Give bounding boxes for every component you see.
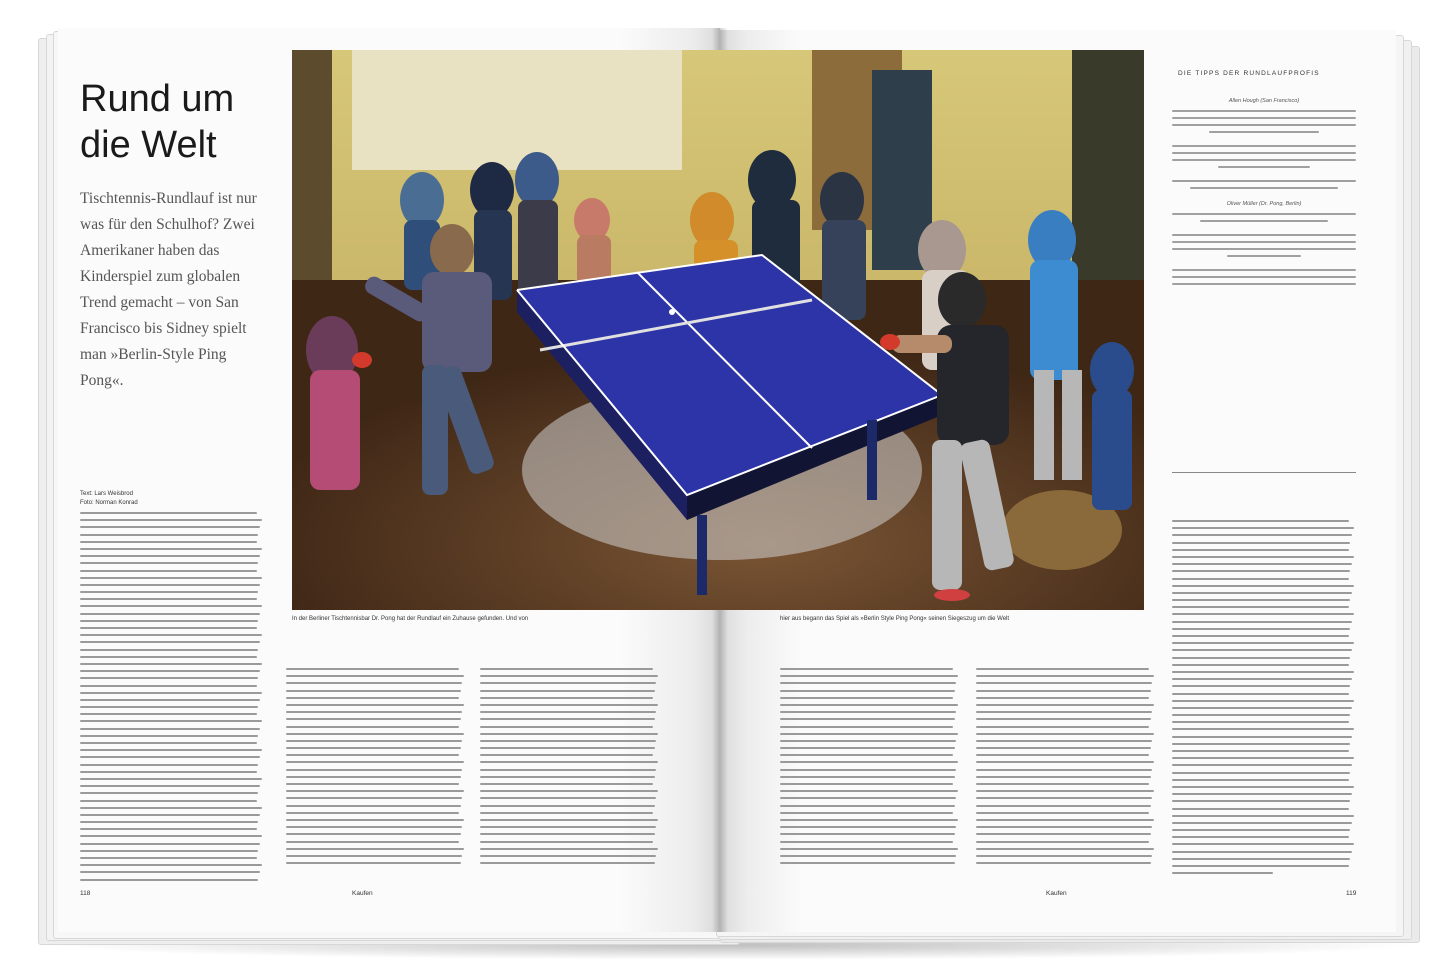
text-line bbox=[780, 841, 953, 843]
text-line bbox=[480, 711, 656, 713]
text-line bbox=[80, 764, 258, 766]
tip-item bbox=[1172, 213, 1356, 222]
text-line bbox=[780, 783, 953, 785]
text-line bbox=[480, 790, 658, 792]
text-line bbox=[976, 704, 1154, 706]
article-title: Rund um die Welt bbox=[80, 78, 235, 166]
text-line bbox=[1172, 714, 1350, 716]
text-line bbox=[286, 848, 464, 850]
text-line bbox=[1172, 700, 1354, 702]
tip-item bbox=[1172, 180, 1356, 189]
text-line bbox=[80, 879, 258, 881]
tip-item bbox=[1172, 145, 1356, 168]
text-line bbox=[80, 641, 260, 643]
text-line bbox=[976, 776, 1151, 778]
text-line bbox=[80, 699, 260, 701]
text-line bbox=[976, 805, 1151, 807]
photo-illustration bbox=[292, 50, 1144, 610]
text-line bbox=[1172, 542, 1350, 544]
text-line bbox=[1172, 671, 1354, 673]
text-line bbox=[1172, 685, 1350, 687]
text-line bbox=[80, 843, 260, 845]
text-line bbox=[480, 819, 658, 821]
text-line bbox=[780, 726, 953, 728]
text-line bbox=[80, 620, 258, 622]
text-line bbox=[1172, 527, 1354, 529]
text-line bbox=[1172, 606, 1349, 608]
text-line bbox=[80, 807, 262, 809]
text-line bbox=[780, 819, 958, 821]
text-line bbox=[1172, 549, 1349, 551]
text-line bbox=[286, 855, 462, 857]
text-line bbox=[976, 862, 1151, 864]
text-line bbox=[1172, 657, 1350, 659]
text-line bbox=[480, 826, 656, 828]
text-line bbox=[1172, 822, 1352, 824]
text-line bbox=[480, 675, 658, 677]
text-line bbox=[80, 792, 258, 794]
text-line bbox=[1172, 635, 1349, 637]
text-line bbox=[80, 735, 258, 737]
text-line bbox=[976, 668, 1149, 670]
sidebar-rule bbox=[1172, 472, 1356, 473]
text-line bbox=[976, 819, 1154, 821]
text-line bbox=[286, 704, 464, 706]
text-line bbox=[80, 649, 258, 651]
text-line bbox=[286, 769, 462, 771]
text-line bbox=[976, 848, 1154, 850]
text-line bbox=[1172, 815, 1354, 817]
text-line bbox=[80, 670, 260, 672]
text-line bbox=[80, 728, 260, 730]
text-line bbox=[976, 711, 1152, 713]
text-line bbox=[780, 805, 955, 807]
tip-item bbox=[1172, 234, 1356, 257]
text-line bbox=[780, 704, 958, 706]
text-line bbox=[780, 862, 955, 864]
text-line bbox=[1172, 851, 1352, 853]
text-line bbox=[286, 841, 459, 843]
text-line bbox=[1172, 642, 1354, 644]
text-line bbox=[480, 761, 658, 763]
text-line bbox=[1172, 613, 1354, 615]
text-line bbox=[976, 675, 1154, 677]
text-line bbox=[1172, 678, 1352, 680]
text-line bbox=[976, 754, 1149, 756]
photo-caption-left: In der Berliner Tischtennisbar Dr. Pong hat der Rundlauf ein Zuhause gefunden. Und von bbox=[292, 616, 529, 622]
text-line bbox=[80, 720, 262, 722]
text-line bbox=[1172, 779, 1349, 781]
text-line bbox=[480, 668, 653, 670]
tips-title: DIE TIPPS DER RUNDLAUFPROFIS bbox=[1178, 70, 1320, 77]
text-line bbox=[1172, 578, 1349, 580]
text-line bbox=[780, 747, 955, 749]
text-line bbox=[286, 726, 459, 728]
text-line bbox=[80, 562, 258, 564]
text-line bbox=[1172, 520, 1349, 522]
text-line bbox=[1172, 649, 1352, 651]
text-line bbox=[976, 769, 1152, 771]
text-line bbox=[286, 733, 464, 735]
page-number-right: 119 bbox=[1346, 890, 1357, 897]
text-line bbox=[80, 828, 257, 830]
text-line bbox=[80, 785, 260, 787]
text-line bbox=[480, 754, 653, 756]
text-line bbox=[780, 697, 953, 699]
text-line bbox=[1172, 721, 1349, 723]
text-line bbox=[480, 704, 658, 706]
text-line bbox=[480, 848, 658, 850]
text-line bbox=[976, 747, 1151, 749]
text-line bbox=[1172, 728, 1354, 730]
text-line bbox=[1172, 872, 1273, 874]
tips-head: Allen Hough (San Francisco) bbox=[1228, 98, 1300, 104]
text-line bbox=[1172, 628, 1350, 630]
text-line bbox=[1172, 664, 1349, 666]
text-line bbox=[780, 711, 956, 713]
text-line bbox=[480, 740, 656, 742]
text-line bbox=[286, 826, 462, 828]
text-line bbox=[976, 826, 1152, 828]
text-line bbox=[1172, 843, 1354, 845]
text-line bbox=[286, 740, 462, 742]
text-line bbox=[80, 692, 262, 694]
text-line bbox=[80, 713, 257, 715]
text-line bbox=[976, 797, 1152, 799]
text-line bbox=[286, 819, 464, 821]
text-line bbox=[1172, 858, 1350, 860]
tip-item bbox=[1172, 269, 1356, 285]
text-line bbox=[1172, 786, 1354, 788]
text-line bbox=[976, 718, 1151, 720]
text-line bbox=[80, 605, 262, 607]
text-line bbox=[80, 577, 262, 579]
text-line bbox=[80, 613, 260, 615]
text-line bbox=[80, 814, 260, 816]
text-line bbox=[1172, 764, 1352, 766]
text-line bbox=[80, 778, 262, 780]
text-line bbox=[286, 812, 459, 814]
text-line bbox=[286, 690, 461, 692]
text-line bbox=[780, 761, 958, 763]
text-line bbox=[286, 805, 461, 807]
text-line bbox=[780, 769, 956, 771]
text-line bbox=[80, 821, 258, 823]
text-line bbox=[480, 833, 655, 835]
text-line bbox=[976, 833, 1151, 835]
text-line bbox=[80, 534, 258, 536]
text-line bbox=[80, 677, 258, 679]
text-line bbox=[976, 682, 1152, 684]
text-line bbox=[80, 591, 258, 593]
photo-caption-right: hier aus begann das Spiel als »Berlin Style Ping Pong« seinen Siegeszug um die Welt bbox=[780, 616, 1010, 622]
text-line bbox=[1172, 570, 1350, 572]
text-line bbox=[480, 733, 658, 735]
text-line bbox=[1172, 534, 1352, 536]
text-line bbox=[976, 783, 1149, 785]
text-line bbox=[1172, 757, 1354, 759]
text-line bbox=[1172, 599, 1350, 601]
text-line bbox=[286, 747, 461, 749]
text-line bbox=[480, 718, 655, 720]
text-line bbox=[286, 776, 461, 778]
text-line bbox=[1172, 743, 1350, 745]
text-line bbox=[780, 690, 955, 692]
text-line bbox=[80, 541, 257, 543]
text-line bbox=[976, 733, 1154, 735]
text-line bbox=[780, 797, 956, 799]
text-line bbox=[286, 718, 461, 720]
text-line bbox=[976, 812, 1149, 814]
text-line bbox=[780, 790, 958, 792]
text-line bbox=[286, 783, 459, 785]
text-line bbox=[80, 548, 262, 550]
text-line bbox=[780, 682, 956, 684]
article-lead: Tischtennis-Rundlauf ist nur was für den Schulhof? Zwei Amerikaner haben das Kinderspiel zum globalen Trend gemacht – von San Francisco bis Sidney spielt man »Berlin-Style Ping Pong«. bbox=[80, 190, 257, 389]
text-line bbox=[1172, 772, 1350, 774]
text-line bbox=[480, 769, 656, 771]
text-line bbox=[1172, 829, 1350, 831]
text-line bbox=[780, 833, 955, 835]
text-line bbox=[480, 697, 653, 699]
text-line bbox=[80, 634, 262, 636]
text-line bbox=[80, 526, 260, 528]
text-line bbox=[1172, 750, 1349, 752]
tips-head: Oliver Müller (Dr. Pong, Berlin) bbox=[1226, 201, 1302, 207]
text-line bbox=[80, 685, 257, 687]
text-line bbox=[976, 697, 1149, 699]
text-line bbox=[80, 627, 257, 629]
text-line bbox=[80, 835, 262, 837]
text-line bbox=[780, 740, 956, 742]
text-line bbox=[80, 864, 262, 866]
text-line bbox=[1172, 707, 1352, 709]
text-line bbox=[286, 754, 459, 756]
text-line bbox=[80, 519, 262, 521]
text-line bbox=[1172, 592, 1352, 594]
text-line bbox=[80, 663, 262, 665]
page-number-left: 118 bbox=[80, 890, 91, 897]
text-line bbox=[1172, 736, 1352, 738]
text-line bbox=[286, 797, 462, 799]
text-line bbox=[780, 855, 956, 857]
text-line bbox=[1172, 800, 1350, 802]
text-line bbox=[976, 841, 1149, 843]
text-line bbox=[286, 761, 464, 763]
ping-pong-photo bbox=[292, 50, 1144, 610]
text-line bbox=[80, 771, 257, 773]
text-line bbox=[780, 776, 955, 778]
text-line bbox=[480, 783, 653, 785]
body-text-column bbox=[976, 668, 1156, 869]
text-line bbox=[80, 598, 257, 600]
text-line bbox=[80, 749, 262, 751]
text-line bbox=[976, 855, 1152, 857]
text-line bbox=[1172, 585, 1354, 587]
text-line bbox=[80, 850, 258, 852]
photo-credit: Foto: Norman Konrad bbox=[80, 500, 138, 506]
text-line bbox=[80, 706, 258, 708]
text-line bbox=[80, 555, 260, 557]
text-line bbox=[480, 726, 653, 728]
text-line bbox=[286, 711, 462, 713]
text-line bbox=[780, 733, 958, 735]
text-line bbox=[780, 718, 955, 720]
text-line bbox=[286, 682, 462, 684]
article-credits bbox=[80, 490, 138, 508]
text-line bbox=[80, 656, 257, 658]
text-line bbox=[480, 747, 655, 749]
text-line bbox=[80, 512, 257, 514]
text-line bbox=[480, 776, 655, 778]
text-line bbox=[480, 812, 653, 814]
text-line bbox=[480, 690, 655, 692]
text-line bbox=[780, 754, 953, 756]
tip-item bbox=[1172, 110, 1356, 133]
text-line bbox=[780, 812, 953, 814]
text-line bbox=[1172, 563, 1352, 565]
body-text-column bbox=[80, 512, 264, 886]
text-line bbox=[286, 668, 459, 670]
body-text-column bbox=[286, 668, 466, 869]
text-line bbox=[80, 756, 260, 758]
text-line bbox=[976, 740, 1152, 742]
text-line bbox=[780, 848, 958, 850]
text-line bbox=[780, 668, 953, 670]
text-line bbox=[480, 862, 655, 864]
tips-list bbox=[1172, 98, 1356, 297]
text-line bbox=[1172, 621, 1352, 623]
section-label-right: Kaufen bbox=[1046, 890, 1067, 897]
text-line bbox=[976, 790, 1154, 792]
text-line bbox=[286, 833, 461, 835]
body-text-column bbox=[780, 668, 960, 869]
text-line bbox=[1172, 693, 1349, 695]
text-line bbox=[976, 690, 1151, 692]
text-line bbox=[480, 797, 656, 799]
text-line bbox=[1172, 865, 1349, 867]
text-line bbox=[286, 675, 464, 677]
body-text-column bbox=[480, 668, 660, 869]
text-line bbox=[80, 800, 257, 802]
author-credit: Text: Lars Weisbrod bbox=[80, 491, 133, 497]
text-line bbox=[780, 675, 958, 677]
text-line bbox=[286, 790, 464, 792]
text-line bbox=[780, 826, 956, 828]
text-line bbox=[976, 761, 1154, 763]
text-line bbox=[1172, 808, 1349, 810]
text-line bbox=[80, 742, 257, 744]
text-line bbox=[480, 841, 653, 843]
text-line bbox=[480, 682, 656, 684]
text-line bbox=[480, 855, 656, 857]
body-text-column bbox=[1172, 520, 1356, 879]
text-line bbox=[1172, 793, 1352, 795]
text-line bbox=[286, 697, 459, 699]
text-line bbox=[1172, 556, 1354, 558]
text-line bbox=[80, 584, 260, 586]
text-line bbox=[1172, 836, 1349, 838]
text-line bbox=[286, 862, 461, 864]
text-line bbox=[976, 726, 1149, 728]
text-line bbox=[480, 805, 655, 807]
text-line bbox=[80, 871, 260, 873]
text-line bbox=[80, 570, 257, 572]
section-label-left: Kaufen bbox=[352, 890, 373, 897]
text-line bbox=[80, 857, 257, 859]
